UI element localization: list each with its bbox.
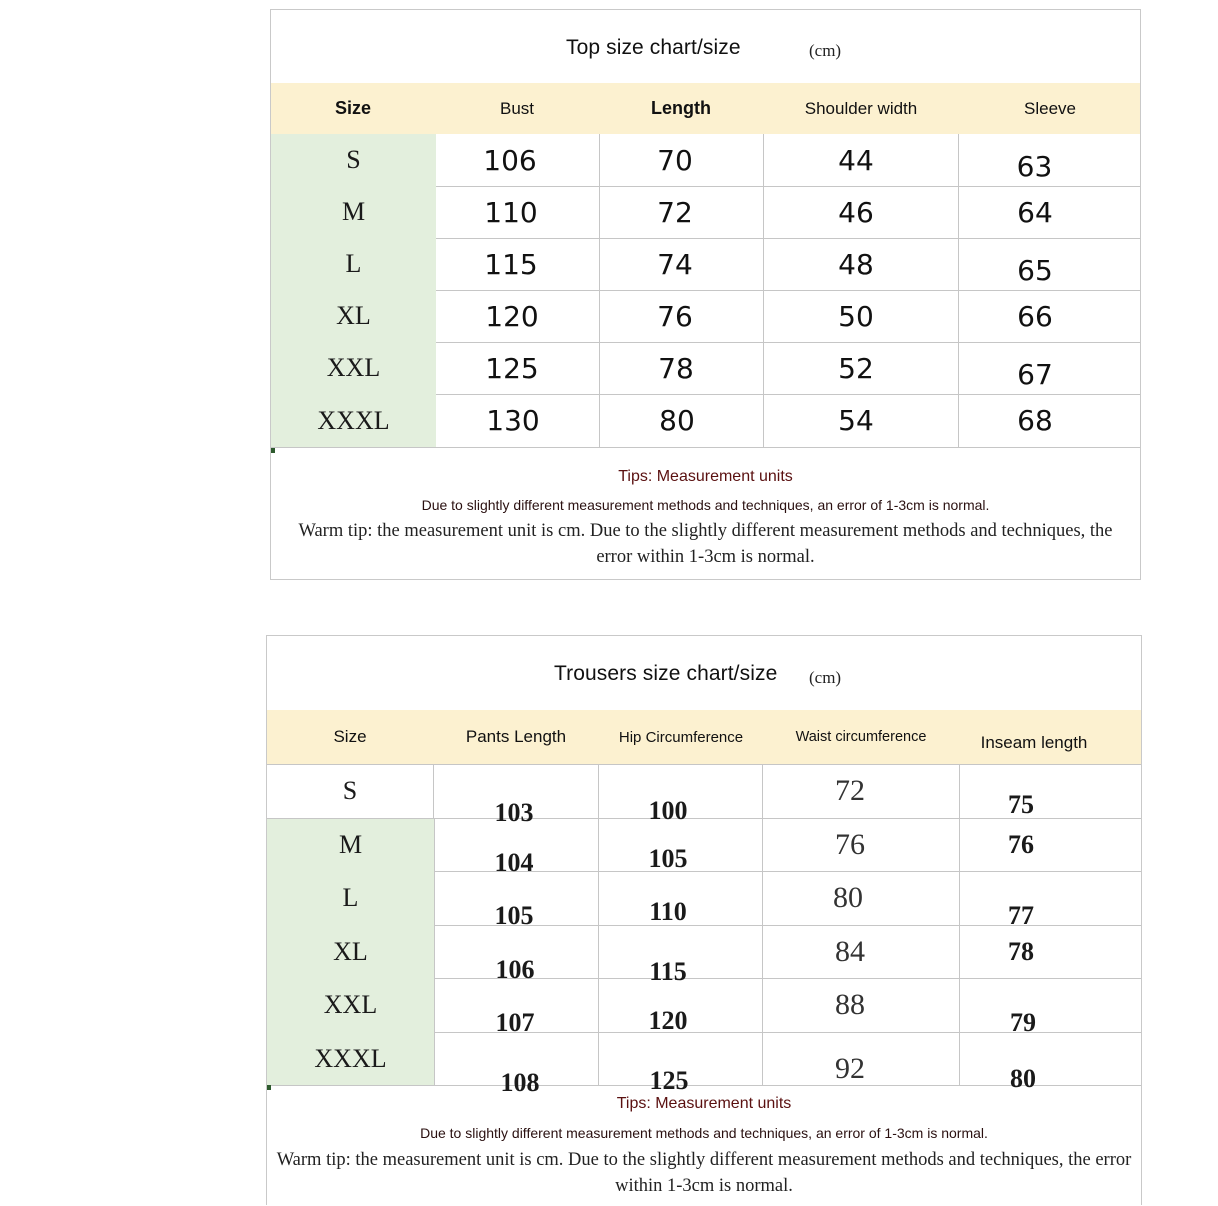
size-cell: L: [342, 883, 359, 912]
table-row: [267, 764, 1141, 827]
trousers-chart-unit: (cm): [809, 668, 842, 687]
table-row: [271, 238, 1140, 290]
pants-length-cell: 106: [495, 954, 535, 984]
top-chart-title-row: [271, 10, 1140, 83]
waist-cell: 88: [835, 988, 865, 1021]
sleeve-cell: 68: [1017, 404, 1053, 437]
waist-cell: 92: [835, 1051, 865, 1085]
sleeve-cell: 65: [1017, 253, 1053, 287]
top-chart-unit: (cm): [809, 41, 842, 60]
size-cell: S: [346, 145, 361, 174]
hip-cell: 115: [649, 956, 687, 986]
trousers-chart-body: [267, 764, 1141, 1097]
table-row: [267, 818, 1141, 877]
hip-cell: 120: [648, 1006, 688, 1035]
header-waist-circumference: Waist circumference: [795, 729, 927, 745]
bust-cell: 106: [483, 143, 537, 177]
size-cell: XL: [336, 301, 371, 330]
pants-length-cell: 105: [494, 901, 534, 930]
inseam-cell: 76: [1008, 829, 1034, 859]
tips-line: Due to slightly different measurement methods and techniques, an error of 1-3cm is normal.: [420, 1125, 988, 1141]
tips-title: Tips: Measurement units: [616, 1095, 792, 1112]
length-cell: 76: [657, 299, 693, 333]
shoulder-cell: 52: [838, 351, 874, 385]
header-shoulder-width: Shoulder width: [804, 98, 918, 118]
size-cell: M: [338, 829, 363, 859]
warm-tip: Warm tip: the measurement unit is cm. Due to the slightly different measurement methods and techniques, the error within 1-3cm is normal.: [276, 1150, 1132, 1196]
header-hip-circumference: Hip Circumference: [618, 728, 744, 746]
length-cell: 72: [657, 195, 693, 229]
tips-line: Due to slightly different measurement methods and techniques, an error of 1-3cm is normal.: [421, 497, 990, 513]
table-row: [267, 925, 1141, 986]
shoulder-cell: 46: [838, 195, 874, 229]
table-row: [267, 1032, 1141, 1097]
header-size: Size: [334, 98, 372, 118]
inseam-cell: 75: [1008, 790, 1034, 819]
pants-length-cell: 107: [495, 1008, 535, 1037]
length-cell: 80: [659, 404, 695, 437]
bust-cell: 125: [485, 351, 539, 385]
sleeve-cell: 64: [1017, 195, 1053, 229]
header-length: Length: [651, 98, 711, 118]
pants-length-cell: 103: [494, 798, 534, 827]
size-cell: S: [342, 776, 358, 805]
bust-cell: 115: [484, 247, 538, 281]
header-sleeve: Sleeve: [1024, 98, 1076, 118]
shoulder-cell: 44: [838, 143, 874, 177]
trousers-chart-title: Trousers size chart/size: [554, 662, 778, 685]
sleeve-cell: 66: [1017, 299, 1053, 333]
hip-cell: 100: [648, 796, 688, 825]
trousers-size-chart: [266, 635, 1142, 1205]
size-cell: XXXL: [314, 1043, 387, 1073]
header-bust: Bust: [499, 98, 535, 118]
top-size-chart: [270, 9, 1141, 580]
pants-length-cell: 104: [494, 847, 534, 877]
table-row: [267, 978, 1141, 1037]
size-cell: XXL: [323, 990, 378, 1019]
shoulder-cell: 48: [838, 247, 874, 281]
length-cell: 78: [658, 351, 694, 385]
trousers-chart-notes: [267, 1086, 1141, 1206]
top-chart-body: [271, 134, 1140, 448]
hip-cell: 110: [649, 897, 687, 926]
tips-title: Tips: Measurement units: [618, 468, 793, 485]
table-row: [271, 186, 1140, 238]
table-row: [271, 342, 1140, 394]
sleeve-cell: 63: [1016, 149, 1053, 183]
size-cell: M: [341, 197, 366, 226]
size-cell: L: [345, 249, 362, 278]
warm-tip: Warm tip: the measurement unit is cm. Due to the slightly different measurement methods and techniques, the error within 1-3cm is normal.: [298, 521, 1113, 567]
shoulder-cell: 54: [838, 404, 874, 437]
inseam-cell: 78: [1008, 936, 1034, 966]
top-chart-header: [271, 83, 1140, 134]
waist-cell: 84: [835, 934, 865, 968]
hip-cell: 125: [649, 1065, 689, 1095]
size-cell: XXL: [326, 353, 381, 382]
top-chart-title: Top size chart/size: [566, 36, 741, 59]
inseam-cell: 77: [1008, 901, 1034, 930]
inseam-cell: 80: [1010, 1063, 1036, 1093]
header-inseam-length: Inseam length: [980, 733, 1088, 752]
waist-cell: 76: [835, 827, 865, 861]
waist-cell: 72: [835, 774, 865, 807]
hip-cell: 105: [648, 843, 688, 873]
table-row: [271, 290, 1140, 342]
trousers-chart-title-row: [267, 636, 1141, 710]
length-cell: 74: [657, 247, 693, 281]
length-cell: 70: [657, 143, 693, 177]
top-chart-notes: [271, 448, 1140, 580]
bust-cell: 110: [484, 195, 538, 229]
sleeve-cell: 67: [1017, 357, 1053, 391]
waist-cell: 80: [833, 881, 863, 914]
bust-cell: 120: [485, 299, 539, 333]
header-size: Size: [333, 727, 367, 746]
table-row: [267, 871, 1141, 930]
shoulder-cell: 50: [838, 299, 874, 333]
header-pants-length: Pants Length: [465, 727, 567, 746]
size-cell: XXXL: [317, 405, 390, 435]
pants-length-cell: 108: [500, 1067, 540, 1097]
table-row: [271, 134, 1140, 186]
table-row: [271, 394, 1140, 447]
size-cell: XL: [333, 936, 368, 966]
bust-cell: 130: [486, 404, 540, 437]
inseam-cell: 79: [1010, 1008, 1036, 1037]
trousers-chart-header: [267, 710, 1141, 764]
